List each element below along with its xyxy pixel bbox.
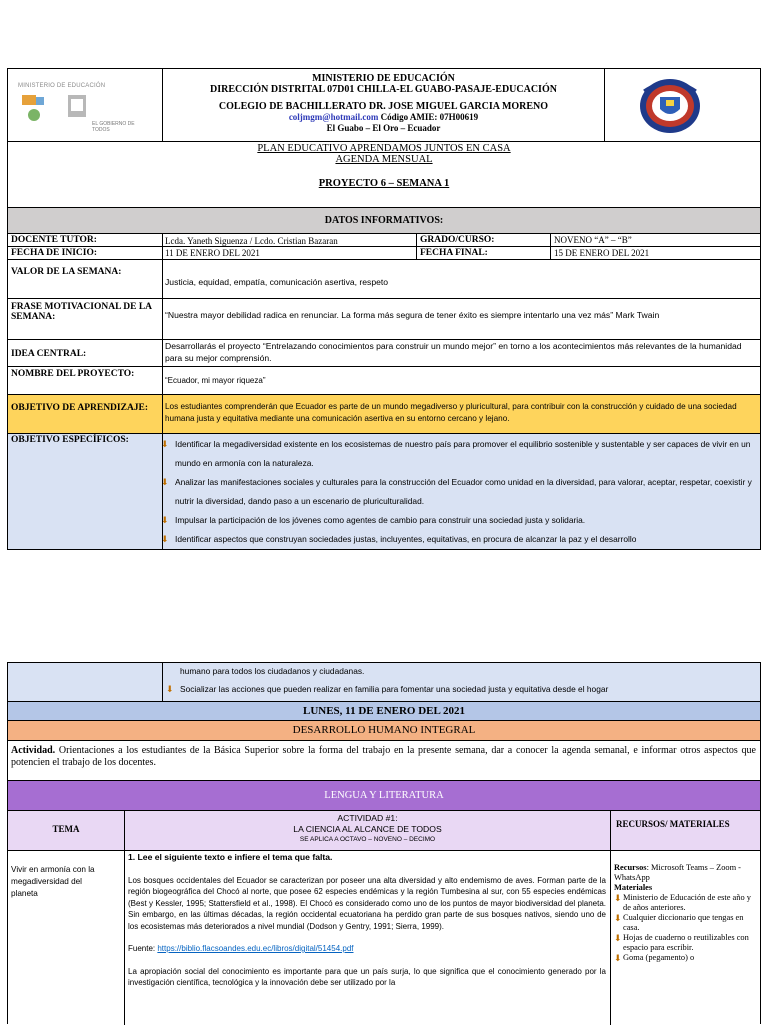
especifico-text: Analizar las manifestaciones sociales y culturales para la construcción del Ecuador como unidad en la diversidad, para valorar, aceptar, respetar, coexistir y nutrir la diversidad, dando paso a un escenario de pluriculturalidad. bbox=[175, 477, 752, 506]
header-amie: Código AMIE: 07H00619 bbox=[380, 112, 479, 122]
fuente-link[interactable]: https://biblio.flacsoandes.edu.ec/libros/digital/51454.pdf bbox=[157, 944, 354, 953]
plan-titles bbox=[8, 143, 760, 189]
recursos-line bbox=[614, 863, 754, 883]
valor-value: Justicia, equidad, empatía, comunicación asertiva, respeto bbox=[165, 277, 389, 287]
label-col-rule bbox=[162, 234, 163, 259]
header-email[interactable]: coljmgm@hotmail.com bbox=[288, 112, 379, 122]
especifico-item bbox=[161, 530, 757, 549]
row-rule bbox=[8, 298, 760, 299]
docente-label: DOCENTE TUTOR: bbox=[11, 235, 97, 245]
activity-grades: SE APLICA A OCTAVO – NOVENO – DECIMO bbox=[299, 836, 436, 843]
government-logo-text: EL GOBIERNO DE TODOS bbox=[92, 121, 135, 133]
recursos-text: : Microsoft Teams – Zoom - WhatsApp bbox=[614, 863, 741, 882]
ministry-logo-text: MINISTERIO DE EDUCACIÓN bbox=[18, 83, 106, 89]
activity-number: ACTIVIDAD #1: bbox=[337, 813, 398, 823]
docente-value: Lcda. Yaneth Siguenza / Lcdo. Cristian Bazaran bbox=[165, 236, 338, 246]
arrow-bullet-icon: ⬇ bbox=[161, 477, 169, 487]
material-item bbox=[614, 933, 754, 953]
arrow-bullet-icon: ⬇ bbox=[161, 515, 169, 525]
tema-label: TEMA bbox=[52, 824, 80, 834]
ministry-logo bbox=[18, 83, 158, 133]
actividad-label: Actividad. bbox=[11, 745, 56, 756]
row-rule bbox=[8, 366, 760, 367]
arrow-bullet-icon: ⬇ bbox=[161, 534, 169, 544]
col-rule bbox=[610, 811, 611, 1025]
continuation-row bbox=[8, 663, 760, 701]
idea-value: Desarrollarás el proyecto “Entrelazando conocimientos para construir un mundo mejor” en torno a los acontecimientos más relevantes de la humanidad para su mejor comprensión. bbox=[165, 341, 742, 363]
fuente-line bbox=[128, 943, 606, 955]
activity-instruction: 1. Lee el siguiente texto e infiere el tema que falta. bbox=[128, 852, 333, 862]
frase-value: “Nuestra mayor debilidad radica en renunciar. La forma más segura de tener éxito es siempre intentarlo una vez más” Mark Twain bbox=[165, 310, 660, 320]
col-rule bbox=[416, 234, 417, 259]
label-col-rule bbox=[162, 259, 163, 549]
objetivo-value: Los estudiantes comprenderán que Ecuador es parte de un mundo megadiverso y pluricultural, para contribuir con la construcción y cuidado de una sociedad humana justa y equitativa mediante una comunicación asertiva en su entorno cercano y lejano. bbox=[165, 402, 737, 423]
material-item bbox=[614, 893, 754, 913]
materiales-title: Materiales bbox=[614, 883, 653, 892]
datos-heading: DATOS INFORMATIVOS: bbox=[8, 207, 760, 234]
especifico-text: Impulsar la participación de los jóvenes como agentes de cambio para construir una sociedad justa y solidaria. bbox=[175, 515, 586, 525]
arrow-bullet-icon: ⬇ bbox=[614, 893, 622, 903]
especificos-label: OBJETIVO ESPECÍFICOS: bbox=[11, 435, 129, 445]
final-value: 15 DE ENERO DEL 2021 bbox=[554, 248, 650, 258]
actividad-text: Orientaciones a los estudiantes de la Básica Superior sobre la forma del trabajo en la presente semana, dar a conocer la agenda semanal, e informar otros aspectos que potencien el trabajo de los docentes. bbox=[11, 745, 756, 768]
continuation-bullet bbox=[166, 684, 756, 695]
material-item bbox=[614, 953, 754, 963]
grado-value: NOVENO “A” – “B” bbox=[554, 235, 632, 245]
document-page-2 bbox=[7, 662, 761, 1024]
col-rule bbox=[124, 811, 125, 1025]
material-text: Cualquier diccionario que tengas en casa. bbox=[623, 913, 744, 932]
school-crest-icon bbox=[638, 77, 702, 135]
material-text: Hojas de cuaderno o reutilizables con espacio para escribir. bbox=[623, 933, 749, 952]
label-col-rule bbox=[162, 663, 163, 701]
arrow-bullet-icon: ⬇ bbox=[166, 684, 174, 694]
header-district: DIRECCIÓN DISTRITAL 07D01 CHILLA-EL GUABO-PASAJE-EDUCACIÓN bbox=[210, 84, 557, 95]
reading-paragraph-1: Los bosques occidentales del Ecuador se caracterizan por poseer una alta diversidad y alto endemismo de aves. Forman parte de la región biogeográfica del Chocó al norte, que posee 62 especies endémicas y la región Tumbesina al sur, con 55 especies endémicas (Best y Kessler, 1995; Stattersfield et al., 1998). El Chocó es considerado como uno de los puntos de mayor biodiversidad del planeta. Sin embargo, en las últimas décadas, la región occidental ecuatoriana ha perdido gran parte de sus bosques nativos, siendo uno de los ecosistemas más deteriorados a nivel mundial (Dodson y Gentry, 1991; Sierra, 1999). bbox=[128, 875, 606, 931]
activity-title bbox=[125, 813, 610, 845]
header-ministry: MINISTERIO DE EDUCACIÓN bbox=[312, 73, 455, 84]
especifico-item bbox=[161, 511, 757, 530]
row-rule bbox=[8, 850, 760, 851]
continuation-bullet-text: Socializar las acciones que pueden realizar en familia para fomentar una sociedad justa y equitativa desde el hogar bbox=[180, 684, 609, 694]
especifico-text: Identificar la megadiversidad existente en los ecosistemas de nuestro país para promover el equilibrio sostenible y sustentable y ser capaces de vivir en un mundo en armonía con la naturaleza. bbox=[175, 439, 751, 468]
nombre-value: “Ecuador, mi mayor riqueza” bbox=[165, 376, 266, 385]
inicio-label: FECHA DE INICIO: bbox=[11, 248, 98, 258]
header-school: COLEGIO DE BACHILLERATO DR. JOSE MIGUEL GARCIA MORENO bbox=[218, 101, 549, 112]
valor-label: VALOR DE LA SEMANA: bbox=[11, 267, 122, 277]
arrow-bullet-icon: ⬇ bbox=[614, 913, 622, 923]
especifico-item bbox=[161, 435, 757, 473]
material-item bbox=[614, 913, 754, 933]
arrow-bullet-icon: ⬇ bbox=[161, 439, 169, 449]
especifico-item bbox=[161, 473, 757, 511]
reading-paragraph-2: La apropiación social del conocimiento es importante para que un país surja, lo que significa que el conocimiento generado por la investigación científica, tecnológica y la innovación debe ser utilizado por la bbox=[128, 966, 606, 987]
col-rule bbox=[550, 234, 551, 259]
objetivo-label: OBJETIVO DE APRENDIZAJE: bbox=[11, 403, 149, 413]
material-text: Ministerio de Educación de este año y de años anteriores. bbox=[623, 893, 751, 912]
recursos-title: Recursos bbox=[614, 863, 647, 872]
tema-value: Vivir en armonía con la megadiversidad del planeta bbox=[11, 865, 95, 898]
especificos-list bbox=[161, 435, 757, 549]
actividad-paragraph bbox=[11, 745, 756, 769]
arrow-bullet-icon: ⬇ bbox=[614, 933, 622, 943]
subject-heading: LENGUA Y LITERATURA bbox=[8, 781, 760, 810]
arrow-bullet-icon: ⬇ bbox=[614, 953, 622, 963]
activity-content bbox=[128, 852, 606, 989]
dhi-heading: DESARROLLO HUMANO INTEGRAL bbox=[8, 721, 760, 740]
recursos-content bbox=[614, 863, 754, 963]
nombre-label: NOMBRE DEL PROYECTO: bbox=[11, 369, 135, 379]
document-page-1 bbox=[7, 68, 761, 550]
continuation-line: humano para todos los ciudadanos y ciudadanas. bbox=[180, 666, 365, 676]
agenda-title: AGENDA MENSUAL bbox=[335, 154, 433, 165]
header-divider-right bbox=[604, 69, 605, 141]
activity-name: LA CIENCIA AL ALCANCE DE TODOS bbox=[293, 824, 442, 834]
row-rule bbox=[8, 259, 760, 260]
header-titles bbox=[163, 73, 604, 134]
frase-label: FRASE MOTIVACIONAL DE LA SEMANA: bbox=[11, 302, 152, 322]
header-contact bbox=[163, 112, 604, 123]
project-title: PROYECTO 6 – SEMANA 1 bbox=[318, 178, 450, 189]
material-text: Goma (pegamento) o bbox=[623, 953, 695, 962]
idea-label: IDEA CENTRAL: bbox=[11, 349, 87, 359]
header-location: El Guabo – El Oro – Ecuador bbox=[326, 123, 441, 133]
row-rule bbox=[8, 246, 760, 247]
grado-label: GRADO/CURSO: bbox=[420, 235, 495, 245]
fuente-label: Fuente: bbox=[128, 944, 158, 953]
final-label: FECHA FINAL: bbox=[420, 248, 488, 258]
plan-title: PLAN EDUCATIVO APRENDAMOS JUNTOS EN CASA bbox=[257, 143, 511, 154]
inicio-value: 11 DE ENERO DEL 2021 bbox=[165, 248, 260, 258]
day-heading: LUNES, 11 DE ENERO DEL 2021 bbox=[8, 702, 760, 720]
recursos-label: RECURSOS/ MATERIALES bbox=[616, 819, 730, 829]
header-rule bbox=[8, 141, 760, 142]
especifico-text: Identificar aspectos que construyan sociedades justas, incluyentes, equitativas, en procura de alcanzar la paz y el desarrollo bbox=[175, 534, 637, 544]
row-rule bbox=[8, 740, 760, 741]
